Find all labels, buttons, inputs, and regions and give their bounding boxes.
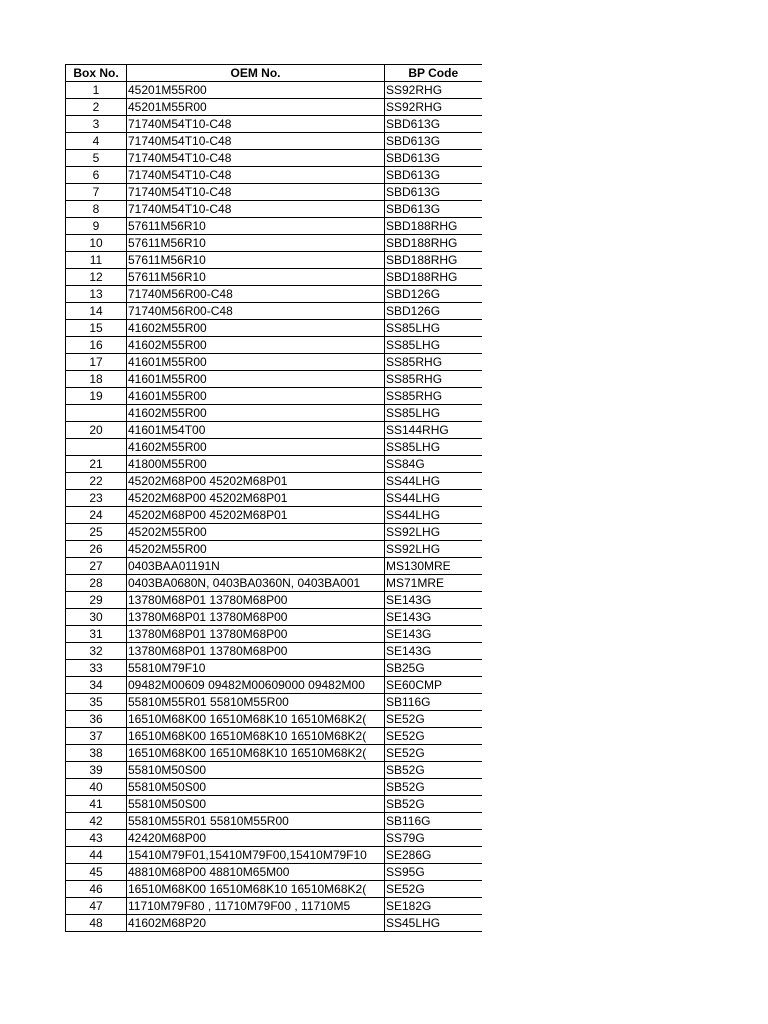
bp-code-cell: SB116G <box>385 813 482 830</box>
bp-code-cell: SBD613G <box>385 167 482 184</box>
bp-code-cell: SS85LHG <box>385 439 482 456</box>
table-row <box>66 422 482 439</box>
box-no-cell: 44 <box>66 847 127 864</box>
box-no-cell: 23 <box>66 490 127 507</box>
table-row <box>66 643 482 660</box>
box-no-cell: 39 <box>66 762 127 779</box>
bp-code-cell: SS85RHG <box>385 388 482 405</box>
box-no-cell: 21 <box>66 456 127 473</box>
table-row <box>66 898 482 915</box>
box-no-cell: 3 <box>66 116 127 133</box>
table-row <box>66 609 482 626</box>
oem-no-cell: 16510M68K00 16510M68K10 16510M68K2( <box>127 745 385 762</box>
table-row <box>66 694 482 711</box>
box-no-cell: 30 <box>66 609 127 626</box>
table-body <box>66 82 482 932</box>
oem-no-cell: 45202M55R00 <box>127 524 385 541</box>
box-no-cell: 27 <box>66 558 127 575</box>
bp-code-cell: SE182G <box>385 898 482 915</box>
table-row <box>66 779 482 796</box>
bp-code-cell: SS85LHG <box>385 337 482 354</box>
box-no-cell: 9 <box>66 218 127 235</box>
table-row <box>66 881 482 898</box>
table-row <box>66 201 482 218</box>
bp-code-cell: SE143G <box>385 592 482 609</box>
box-no-cell: 20 <box>66 422 127 439</box>
box-no-cell: 5 <box>66 150 127 167</box>
bp-code-cell: SBD613G <box>385 184 482 201</box>
oem-no-cell: 45201M55R00 <box>127 99 385 116</box>
box-no-cell: 33 <box>66 660 127 677</box>
parts-table <box>65 64 482 932</box>
oem-no-cell: 55810M50S00 <box>127 779 385 796</box>
oem-no-cell: 45202M68P00 45202M68P01 <box>127 507 385 524</box>
oem-no-cell: 57611M56R10 <box>127 235 385 252</box>
oem-no-cell: 45201M55R00 <box>127 82 385 99</box>
oem-no-cell: 45202M68P00 45202M68P01 <box>127 473 385 490</box>
oem-no-cell: 41602M68P20 <box>127 915 385 932</box>
box-no-cell: 42 <box>66 813 127 830</box>
box-no-cell: 18 <box>66 371 127 388</box>
box-no-cell: 43 <box>66 830 127 847</box>
table-row <box>66 456 482 473</box>
oem-no-cell: 41800M55R00 <box>127 456 385 473</box>
bp-code-cell: SS79G <box>385 830 482 847</box>
bp-code-cell: SBD613G <box>385 150 482 167</box>
table-row <box>66 575 482 592</box>
table-row <box>66 286 482 303</box>
bp-code-cell: SE143G <box>385 609 482 626</box>
table-row <box>66 320 482 337</box>
box-no-cell: 41 <box>66 796 127 813</box>
bp-code-cell: SS92LHG <box>385 524 482 541</box>
bp-code-cell: SE143G <box>385 626 482 643</box>
table-row <box>66 558 482 575</box>
bp-code-cell: SE52G <box>385 711 482 728</box>
oem-no-cell: 41601M54T00 <box>127 422 385 439</box>
table-row <box>66 762 482 779</box>
oem-no-cell: 13780M68P01 13780M68P00 <box>127 643 385 660</box>
bp-code-cell: SS92RHG <box>385 99 482 116</box>
box-no-cell: 14 <box>66 303 127 320</box>
oem-no-cell: 71740M56R00-C48 <box>127 286 385 303</box>
table-row <box>66 524 482 541</box>
table-row <box>66 813 482 830</box>
box-no-cell: 13 <box>66 286 127 303</box>
bp-code-cell: SE143G <box>385 643 482 660</box>
bp-code-cell: SS44LHG <box>385 473 482 490</box>
bp-code-cell: SBD126G <box>385 286 482 303</box>
box-no-cell: 11 <box>66 252 127 269</box>
table-row <box>66 626 482 643</box>
table-row <box>66 745 482 762</box>
bp-code-cell: SBD188RHG <box>385 218 482 235</box>
bp-code-cell: SS44LHG <box>385 507 482 524</box>
table-row <box>66 490 482 507</box>
bp-code-cell: SBD613G <box>385 201 482 218</box>
oem-no-cell: 71740M54T10-C48 <box>127 133 385 150</box>
oem-no-cell: 71740M54T10-C48 <box>127 116 385 133</box>
oem-no-cell: 71740M54T10-C48 <box>127 167 385 184</box>
bp-code-cell: SB52G <box>385 762 482 779</box>
bp-code-cell: SBD188RHG <box>385 235 482 252</box>
table-row <box>66 252 482 269</box>
table-row <box>66 864 482 881</box>
box-no-cell: 34 <box>66 677 127 694</box>
header-bp-code: BP Code <box>385 65 482 82</box>
oem-no-cell: 55810M79F10 <box>127 660 385 677</box>
table-row <box>66 388 482 405</box>
oem-no-cell: 57611M56R10 <box>127 252 385 269</box>
table-row <box>66 541 482 558</box>
table-row <box>66 592 482 609</box>
oem-no-cell: 0403BAA01191N <box>127 558 385 575</box>
table-row <box>66 371 482 388</box>
oem-no-cell: 45202M68P00 45202M68P01 <box>127 490 385 507</box>
table-row <box>66 133 482 150</box>
oem-no-cell: 41601M55R00 <box>127 354 385 371</box>
box-no-cell: 2 <box>66 99 127 116</box>
oem-no-cell: 0403BA0680N, 0403BA0360N, 0403BA001 <box>127 575 385 592</box>
table-row <box>66 269 482 286</box>
bp-code-cell: SS92LHG <box>385 541 482 558</box>
oem-no-cell: 16510M68K00 16510M68K10 16510M68K2( <box>127 728 385 745</box>
box-no-cell: 4 <box>66 133 127 150</box>
table-row <box>66 915 482 932</box>
header-box-no: Box No. <box>66 65 127 82</box>
bp-code-cell: SBD188RHG <box>385 252 482 269</box>
header-row <box>66 65 482 82</box>
oem-no-cell: 71740M54T10-C48 <box>127 150 385 167</box>
header-oem-no: OEM No. <box>127 65 385 82</box>
box-no-cell: 6 <box>66 167 127 184</box>
oem-no-cell: 42420M68P00 <box>127 830 385 847</box>
oem-no-cell: 41602M55R00 <box>127 320 385 337</box>
box-no-cell <box>66 405 127 422</box>
bp-code-cell: SS84G <box>385 456 482 473</box>
table-row <box>66 337 482 354</box>
bp-code-cell: SS44LHG <box>385 490 482 507</box>
oem-no-cell: 45202M55R00 <box>127 541 385 558</box>
bp-code-cell: SBD188RHG <box>385 269 482 286</box>
table-row <box>66 728 482 745</box>
table-row <box>66 99 482 116</box>
bp-code-cell: SE52G <box>385 745 482 762</box>
box-no-cell: 29 <box>66 592 127 609</box>
bp-code-cell: MS130MRE <box>385 558 482 575</box>
box-no-cell: 47 <box>66 898 127 915</box>
bp-code-cell: SS45LHG <box>385 915 482 932</box>
table-row <box>66 235 482 252</box>
table-row <box>66 150 482 167</box>
table-row <box>66 677 482 694</box>
bp-code-cell: SB25G <box>385 660 482 677</box>
box-no-cell: 7 <box>66 184 127 201</box>
oem-no-cell: 48810M68P00 48810M65M00 <box>127 864 385 881</box>
oem-no-cell: 57611M56R10 <box>127 269 385 286</box>
table-row <box>66 830 482 847</box>
oem-no-cell: 11710M79F80 , 11710M79F00 , 11710M5 <box>127 898 385 915</box>
oem-no-cell: 41601M55R00 <box>127 371 385 388</box>
bp-code-cell: SE286G <box>385 847 482 864</box>
box-no-cell: 24 <box>66 507 127 524</box>
table-row <box>66 507 482 524</box>
bp-code-cell: SS144RHG <box>385 422 482 439</box>
oem-no-cell: 16510M68K00 16510M68K10 16510M68K2( <box>127 881 385 898</box>
box-no-cell: 40 <box>66 779 127 796</box>
oem-no-cell: 41602M55R00 <box>127 405 385 422</box>
box-no-cell: 1 <box>66 82 127 99</box>
box-no-cell: 48 <box>66 915 127 932</box>
bp-code-cell: SB116G <box>385 694 482 711</box>
oem-no-cell: 13780M68P01 13780M68P00 <box>127 592 385 609</box>
oem-no-cell: 57611M56R10 <box>127 218 385 235</box>
oem-no-cell: 55810M55R01 55810M55R00 <box>127 694 385 711</box>
bp-code-cell: SS85LHG <box>385 320 482 337</box>
box-no-cell: 36 <box>66 711 127 728</box>
box-no-cell: 15 <box>66 320 127 337</box>
table-row <box>66 167 482 184</box>
oem-no-cell: 13780M68P01 13780M68P00 <box>127 609 385 626</box>
oem-no-cell: 41602M55R00 <box>127 439 385 456</box>
table-row <box>66 82 482 99</box>
bp-code-cell: SBD613G <box>385 116 482 133</box>
oem-no-cell: 55810M50S00 <box>127 762 385 779</box>
box-no-cell: 10 <box>66 235 127 252</box>
box-no-cell: 12 <box>66 269 127 286</box>
bp-code-cell: SE60CMP <box>385 677 482 694</box>
box-no-cell: 17 <box>66 354 127 371</box>
table-row <box>66 218 482 235</box>
oem-no-cell: 15410M79F01,15410M79F00,15410M79F10 <box>127 847 385 864</box>
table-row <box>66 405 482 422</box>
table-row <box>66 660 482 677</box>
oem-no-cell: 16510M68K00 16510M68K10 16510M68K2( <box>127 711 385 728</box>
table-row <box>66 354 482 371</box>
box-no-cell: 19 <box>66 388 127 405</box>
oem-no-cell: 71740M54T10-C48 <box>127 201 385 218</box>
bp-code-cell: SB52G <box>385 796 482 813</box>
table-row <box>66 303 482 320</box>
bp-code-cell: SS85RHG <box>385 371 482 388</box>
bp-code-cell: SE52G <box>385 728 482 745</box>
oem-no-cell: 09482M00609 09482M00609000 09482M00 <box>127 677 385 694</box>
table-row <box>66 116 482 133</box>
bp-code-cell: SS95G <box>385 864 482 881</box>
box-no-cell: 38 <box>66 745 127 762</box>
bp-code-cell: SB52G <box>385 779 482 796</box>
box-no-cell <box>66 439 127 456</box>
bp-code-cell: SE52G <box>385 881 482 898</box>
box-no-cell: 25 <box>66 524 127 541</box>
bp-code-cell: MS71MRE <box>385 575 482 592</box>
box-no-cell: 37 <box>66 728 127 745</box>
table-row <box>66 711 482 728</box>
table-row <box>66 439 482 456</box>
oem-no-cell: 55810M55R01 55810M55R00 <box>127 813 385 830</box>
box-no-cell: 45 <box>66 864 127 881</box>
table-row <box>66 473 482 490</box>
box-no-cell: 8 <box>66 201 127 218</box>
box-no-cell: 16 <box>66 337 127 354</box>
box-no-cell: 31 <box>66 626 127 643</box>
table-row <box>66 184 482 201</box>
oem-no-cell: 13780M68P01 13780M68P00 <box>127 626 385 643</box>
oem-no-cell: 55810M50S00 <box>127 796 385 813</box>
bp-code-cell: SBD613G <box>385 133 482 150</box>
oem-no-cell: 71740M54T10-C48 <box>127 184 385 201</box>
oem-no-cell: 71740M56R00-C48 <box>127 303 385 320</box>
box-no-cell: 22 <box>66 473 127 490</box>
table-row <box>66 796 482 813</box>
bp-code-cell: SS92RHG <box>385 82 482 99</box>
table-row <box>66 847 482 864</box>
oem-no-cell: 41602M55R00 <box>127 337 385 354</box>
bp-code-cell: SS85LHG <box>385 405 482 422</box>
bp-code-cell: SS85RHG <box>385 354 482 371</box>
oem-no-cell: 41601M55R00 <box>127 388 385 405</box>
box-no-cell: 32 <box>66 643 127 660</box>
box-no-cell: 28 <box>66 575 127 592</box>
box-no-cell: 26 <box>66 541 127 558</box>
bp-code-cell: SBD126G <box>385 303 482 320</box>
box-no-cell: 46 <box>66 881 127 898</box>
box-no-cell: 35 <box>66 694 127 711</box>
